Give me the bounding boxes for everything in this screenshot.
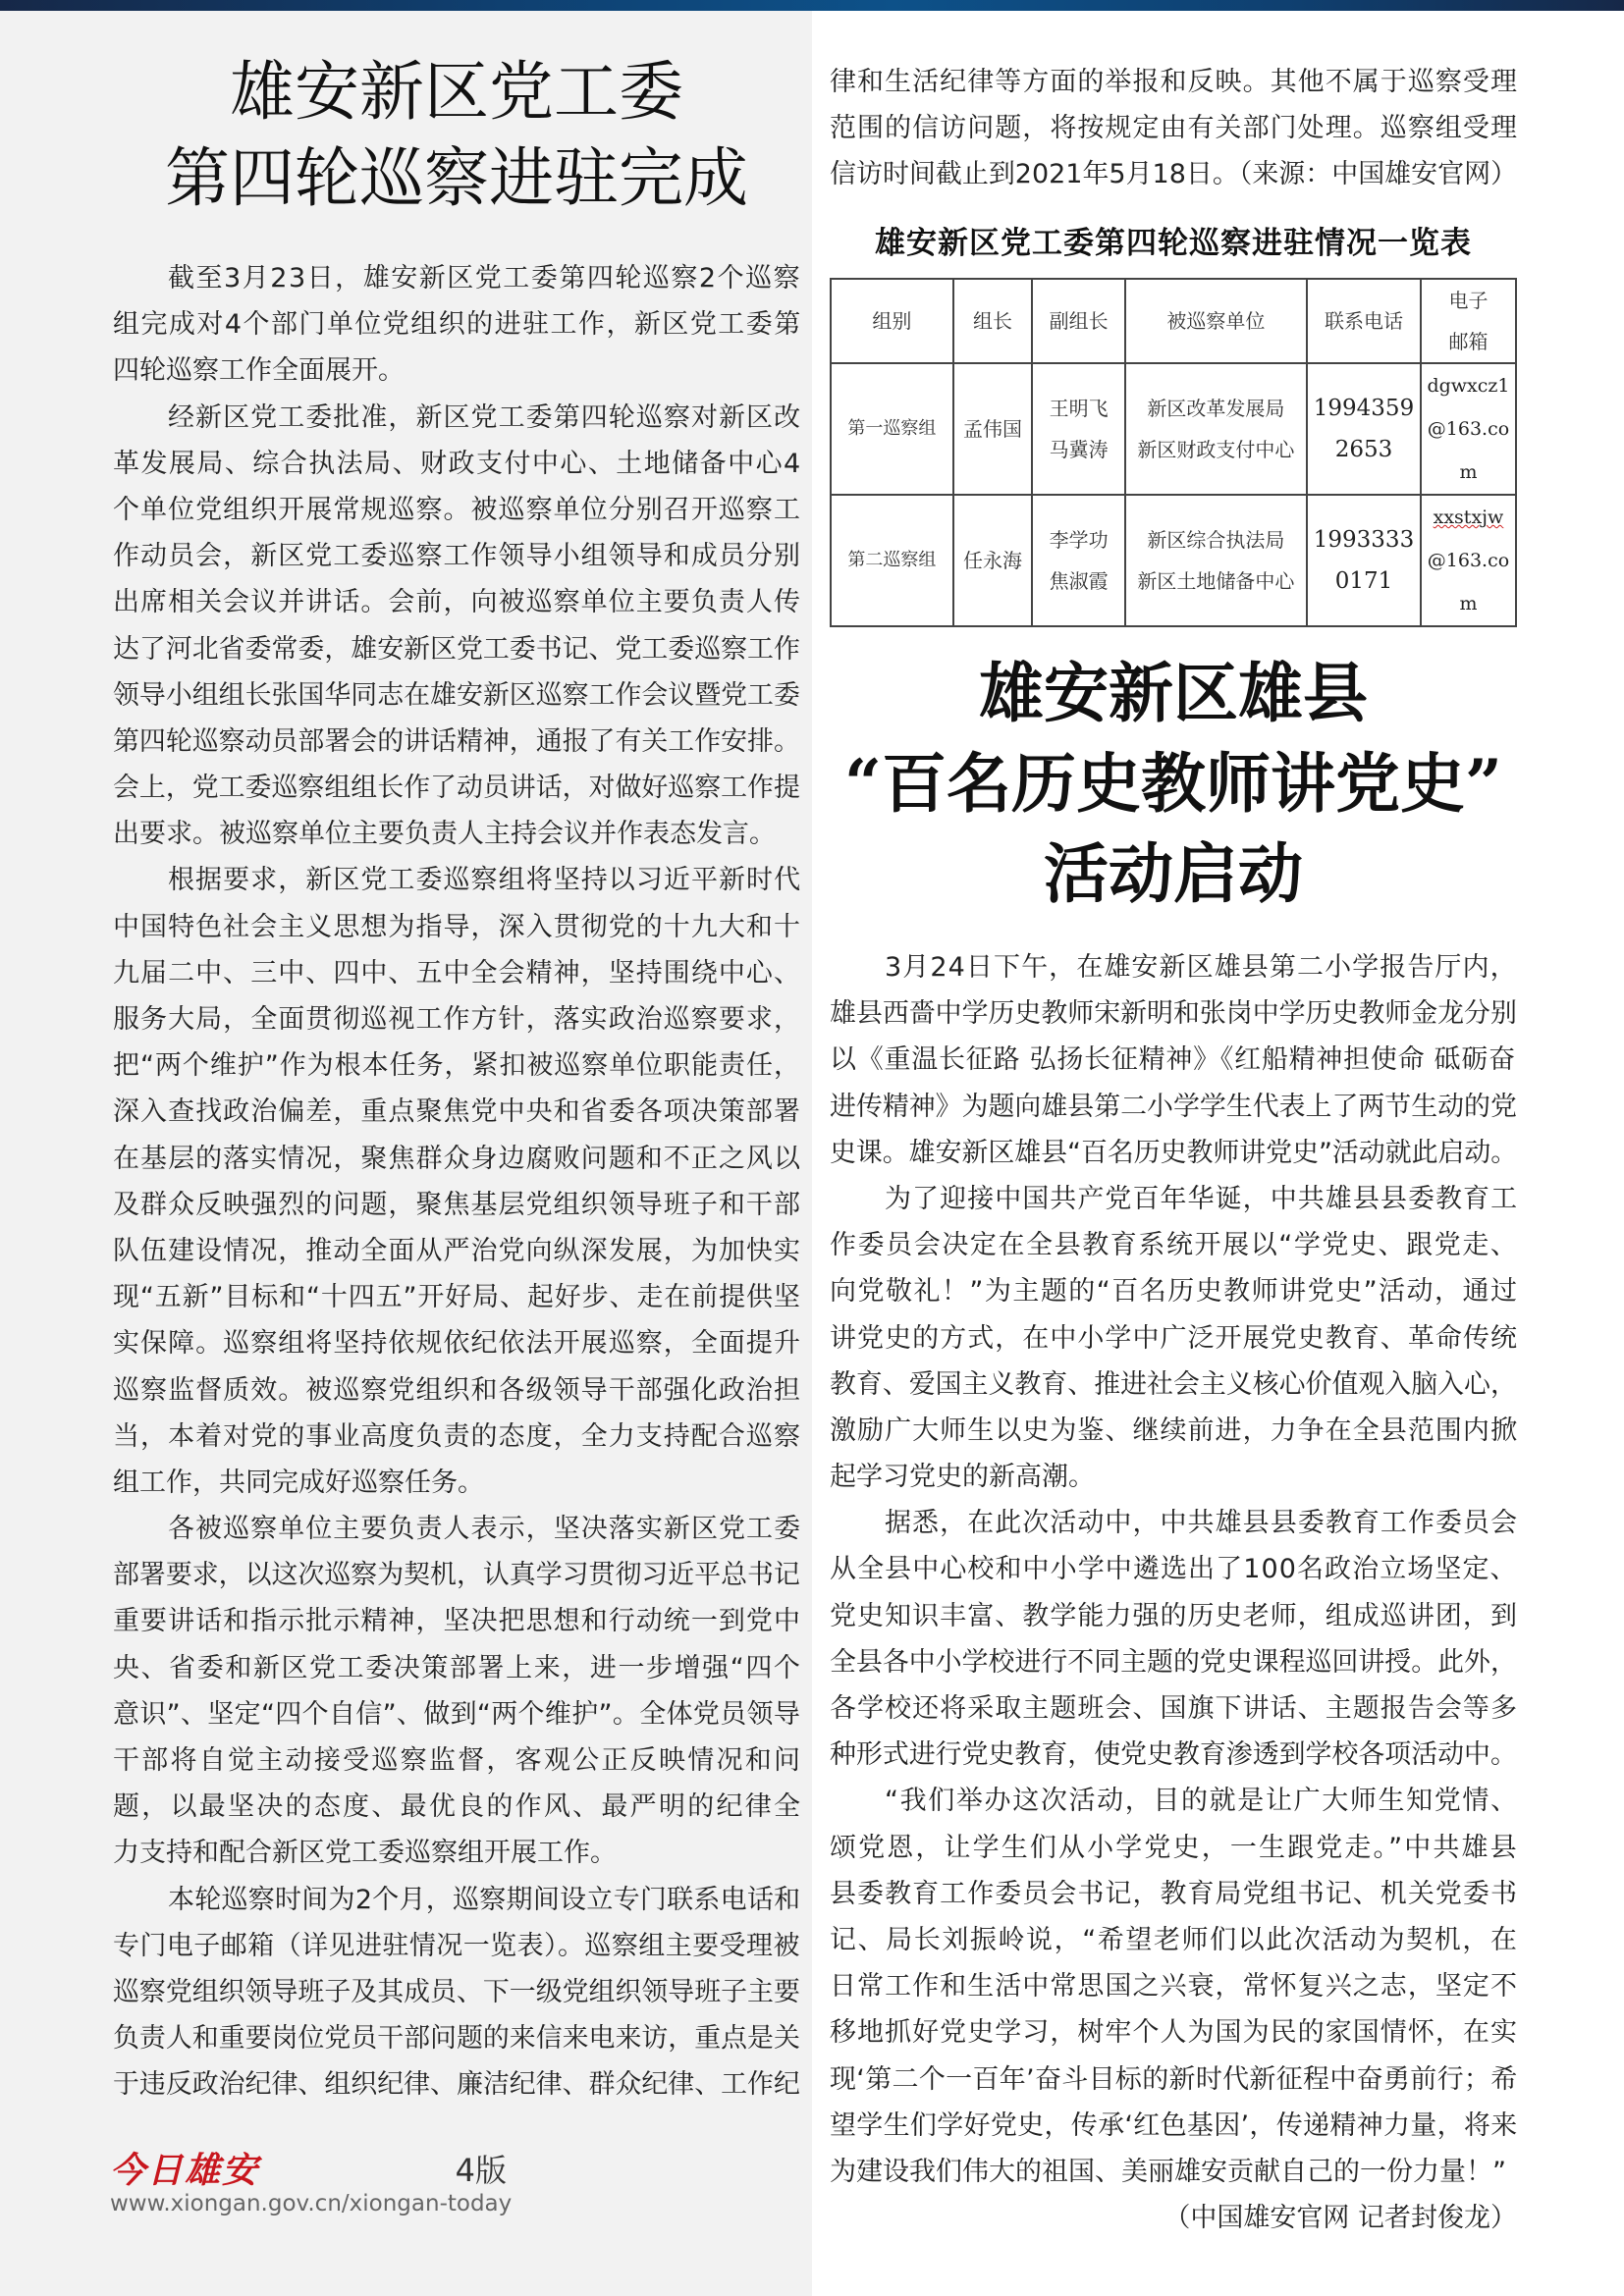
- body-line: 深入查找政治偏差，重点聚焦党中央和省委各项决策部署: [113, 1096, 801, 1128]
- article1-title-line: 雄安新区党工委: [230, 54, 683, 130]
- article2-body: [830, 944, 1517, 2241]
- header-email-line: 电子: [1448, 289, 1489, 312]
- email-part: @163.co: [1427, 418, 1510, 440]
- email-part: xxstxjw: [1433, 507, 1504, 528]
- cell-deputies: [1032, 495, 1124, 626]
- paragraph: [113, 395, 800, 858]
- deputy-name: 王明飞: [1049, 397, 1109, 420]
- body-line: 讲党史的方式，在中小学中广泛开展党史教育、革命传统: [830, 1322, 1518, 1354]
- body-line: 本轮巡察时间为2个月，巡察期间设立专门联系电话和: [168, 1884, 801, 1915]
- body-line: 为了迎接中国共产党百年华诞，中共雄县县委教育工: [885, 1183, 1519, 1214]
- article2-title-line: 活动启动: [1044, 835, 1303, 912]
- body-line: 现“五新”目标和“十四五”开好局、起好步、走在前提供坚: [113, 1282, 801, 1313]
- body-line: 激励广大师生以史为鉴、继续前进，力争在全县范围内掀: [830, 1415, 1518, 1446]
- body-line: 干部将自觉主动接受巡察监督，客观公正反映情况和问: [113, 1745, 803, 1776]
- paragraph: [830, 944, 1517, 1176]
- article1-body: [113, 255, 803, 2109]
- paragraph: [830, 1176, 1517, 1500]
- article2-title: [830, 648, 1517, 919]
- cell-group: 第一巡察组: [831, 363, 953, 495]
- paragraph: [113, 1506, 803, 1877]
- header-email: [1421, 279, 1516, 363]
- body-line: 3月24日下午，在雄安新区雄县第二小学报告厅内，: [885, 952, 1518, 983]
- body-line: 当，本着对党的事业高度负责的态度，全力支持配合巡察: [113, 1420, 801, 1452]
- body-line: 出席相关会议并讲话。会前，向被巡察单位主要负责人传: [113, 587, 801, 618]
- body-line: 央、省委和新区党工委决策部署上来，进一步增强“四个: [113, 1652, 802, 1683]
- body-line: 巡察监督质效。被巡察党组织和各级领导干部强化政治担: [113, 1374, 801, 1406]
- body-line: 四轮巡察工作全面展开。: [113, 355, 405, 387]
- body-line: 重要讲话和指示批示精神，坚决把思想和行动统一到党中: [113, 1606, 801, 1637]
- body-line: 负责人和重要岗位党员干部问题的来信来电来访，重点是关: [113, 2023, 800, 2055]
- body-line: 起学习党史的新高潮。: [830, 1462, 1095, 1493]
- body-line: 从全县中心校和中小学中遴选出了100名政治立场坚定、: [830, 1554, 1518, 1585]
- body-line: 党史知识丰富、教学能力强的历史老师，组成巡讲团，到: [830, 1600, 1518, 1631]
- body-line: 日常工作和生活中常思国之兴衰，常怀复兴之志，坚定不: [830, 1971, 1518, 2002]
- cell-group: 第二巡察组: [831, 495, 953, 626]
- body-line: 雄县西嗇中学历史教师宋新明和张岗中学历史教师金龙分别: [830, 998, 1517, 1030]
- header-unit: 被巡察单位: [1125, 279, 1307, 363]
- cell-leader: 孟伟国: [953, 363, 1033, 495]
- body-line: 全县各中小学校进行不同主题的党史课程巡回讲授。此外，: [830, 1646, 1517, 1678]
- body-line: 把“两个维护”作为根本任务，紧扣被巡察单位职能责任，: [113, 1050, 801, 1082]
- body-line: 在基层的落实情况，聚焦群众身边腐败问题和不正之风以: [113, 1143, 801, 1174]
- header-email-line: 邮箱: [1448, 330, 1489, 353]
- paragraph: [113, 255, 800, 395]
- phone-part: 1993333: [1313, 527, 1415, 553]
- body-line: 为建设我们伟大的祖国、美丽雄安贡献自己的一份力量！”: [830, 2156, 1506, 2187]
- body-line: 各学校还将采取主题班会、国旗下讲话、主题报告会等多: [830, 1693, 1518, 1724]
- table-title: 雄安新区党工委第四轮巡察进驻情况一览表: [875, 226, 1472, 261]
- body-line: 意识”、坚定“四个自信”、做到“两个维护”。全体党员领导: [113, 1698, 801, 1730]
- body-line: 截至3月23日，雄安新区党工委第四轮巡察2个巡察: [168, 263, 802, 294]
- cell-phone: [1307, 495, 1421, 626]
- body-line: 进传精神》为题向雄县第二小学学生代表上了两节生动的党: [830, 1091, 1517, 1122]
- body-line: 领导小组组长张国华同志在雄安新区巡察工作会议暨党工委: [113, 679, 800, 711]
- body-line: 部署要求，以这次巡察为契机，认真学习贯彻习近平总书记: [113, 1560, 800, 1591]
- body-line: 个单位党组织开展常规巡察。被巡察单位分别召开巡察工: [113, 494, 801, 525]
- article1-title: [113, 49, 800, 222]
- email-part: m: [1459, 461, 1478, 483]
- body-line: 及群众反映强烈的问题，聚焦基层党组织领导班子和干部: [113, 1189, 801, 1220]
- phone-part: 0171: [1334, 568, 1393, 594]
- cell-deputies: [1032, 363, 1124, 495]
- deputy-name: 马冀涛: [1049, 438, 1109, 461]
- cell-email: [1421, 495, 1516, 626]
- body-line: 会上，党工委巡察组组长作了动员讲话，对做好巡察工作提: [113, 773, 800, 804]
- body-line: 力支持和配合新区党工委巡察组开展工作。: [113, 1838, 617, 1869]
- cell-units: [1125, 363, 1307, 495]
- article2-title-line: “百名历史教师讲党史”: [844, 745, 1502, 822]
- body-line: 望学生们学好党史，传承‘红色基因’，传递精神力量，将来: [830, 2109, 1518, 2141]
- body-line: 种形式进行党史教育，使党史教育渗透到学校各项活动中。: [830, 1739, 1517, 1771]
- cell-units: [1125, 495, 1307, 626]
- table-row: [831, 363, 1516, 495]
- table-header-row: [831, 279, 1516, 363]
- body-line: 组工作，共同完成好巡察任务。: [113, 1467, 484, 1498]
- body-line: 县委教育工作委员会书记，教育局党组书记、机关党委书: [830, 1878, 1518, 1909]
- body-line: 第四轮巡察动员部署会的讲话精神，通报了有关工作安排。: [113, 725, 800, 757]
- phone-part: 1994359: [1313, 396, 1415, 421]
- body-line: 范围的信访问题，将按规定由有关部门处理。巡察组受理: [830, 113, 1518, 144]
- paragraph: [113, 1877, 800, 2109]
- unit-name: 新区综合执法局: [1147, 528, 1285, 552]
- body-line: 记、局长刘振岭说，“希望老师们以此次活动为契机，在: [830, 1924, 1519, 1955]
- body-line: 革发展局、综合执法局、财政支付中心、土地储备中心4: [113, 448, 802, 479]
- header-deputy: 副组长: [1032, 279, 1124, 363]
- paragraph: [830, 1500, 1517, 1778]
- body-line: 九届二中、三中、四中、五中全会精神，坚持围绕中心、: [113, 957, 801, 988]
- paragraph: [830, 1778, 1517, 2195]
- header-group: 组别: [831, 279, 953, 363]
- body-line: 以《重温长征路 弘扬长征精神》《红船精神担使命 砥砺奋: [830, 1044, 1516, 1076]
- body-line: 于违反政治纪律、组织纪律、廉洁纪律、群众纪律、工作纪: [113, 2069, 800, 2101]
- body-line: 教育、爱国主义教育、推进社会主义核心价值观入脑入心，: [830, 1368, 1517, 1400]
- body-line: 队伍建设情况，推动全面从严治党向纵深发展，为加快实: [113, 1235, 801, 1266]
- header-phone: 联系电话: [1307, 279, 1421, 363]
- article1-body-continued: [830, 59, 1517, 198]
- cell-email: [1421, 363, 1516, 495]
- body-line: 出要求。被巡察单位主要负责人主持会议并作表态发言。: [113, 819, 776, 850]
- edition-number: 4版: [455, 2152, 507, 2189]
- body-line: 根据要求，新区党工委巡察组将坚持以习近平新时代: [168, 865, 802, 896]
- body-line: 题，以最坚决的态度、最优良的作风、最严明的纪律全: [113, 1791, 803, 1823]
- body-line: 作委员会决定在全县教育系统开展以“学党史、跟党走、: [830, 1230, 1519, 1261]
- article-byline: （中国雄安官网 记者封俊龙）: [1164, 2203, 1517, 2234]
- top-header-bar: [0, 0, 1624, 11]
- body-line: 向党敬礼！”为主题的“百名历史教师讲党史”活动，通过: [830, 1276, 1519, 1308]
- body-line: 组完成对4个部门单位党组织的进驻工作，新区党工委第: [113, 309, 802, 341]
- body-line: 颂党恩，让学生们从小学党史，一生跟党走。”中共雄县: [830, 1832, 1519, 1863]
- article1-title-line: 第四轮巡察进驻完成: [165, 140, 748, 216]
- body-line: 律和生活纪律等方面的举报和反映。其他不属于巡察受理: [830, 67, 1518, 97]
- body-line: 中国特色社会主义思想为指导，深入贯彻党的十九大和十: [113, 911, 801, 942]
- body-line: 实保障。巡察组将坚持依规依纪依法开展巡察，全面提升: [113, 1328, 801, 1360]
- body-line: “我们举办这次活动，目的就是让广大师生知党情、: [885, 1786, 1519, 1817]
- newspaper-logo: 今日雄安: [110, 2150, 260, 2191]
- deputy-name: 焦淑霞: [1049, 569, 1109, 593]
- paragraph: [113, 857, 800, 1506]
- body-line: 信访时间截止到2021年5月18日。（来源：中国雄安官网）: [830, 159, 1518, 190]
- body-line: 作动员会，新区党工委巡察工作领导小组领导和成员分别: [113, 541, 801, 572]
- email-part: dgwxcz1: [1427, 375, 1510, 397]
- body-line: 移地抓好党史学习，树牢个人为国为民的家国情怀，在实: [830, 2017, 1518, 2049]
- body-line: 达了河北省委常委，雄安新区党工委书记、党工委巡察工作: [113, 633, 800, 665]
- article2-title-line: 雄安新区雄县: [979, 655, 1368, 731]
- email-part: m: [1459, 593, 1478, 614]
- table-row: [831, 495, 1516, 626]
- unit-name: 新区改革发展局: [1147, 397, 1285, 420]
- body-line: 据悉，在此次活动中，中共雄县县委教育工作委员会: [885, 1508, 1519, 1539]
- body-line: 经新区党工委批准，新区党工委第四轮巡察对新区改: [168, 401, 802, 433]
- unit-name: 新区财政支付中心: [1137, 438, 1295, 461]
- email-part: @163.co: [1427, 550, 1510, 571]
- cell-leader: 任永海: [953, 495, 1033, 626]
- body-line: 各被巡察单位主要负责人表示，坚决落实新区党工委: [168, 1514, 802, 1545]
- body-line: 巡察党组织领导班子及其成员、下一级党组织领导班子主要: [113, 1976, 800, 2007]
- body-line: 专门电子邮箱（详见进驻情况一览表）。巡察组主要受理被: [113, 1930, 800, 1961]
- body-line: 服务大局，全面贯彻巡视工作方针，落实政治巡察要求，: [113, 1004, 801, 1035]
- cell-phone: [1307, 363, 1421, 495]
- header-leader: 组长: [953, 279, 1033, 363]
- phone-part: 2653: [1334, 437, 1393, 462]
- body-line: 现‘第二个一百年’奋斗目标的新时代新征程中奋勇前行；希: [830, 2063, 1518, 2095]
- unit-name: 新区土地储备中心: [1137, 569, 1295, 593]
- deputy-name: 李学功: [1049, 528, 1109, 552]
- body-line: 史课。雄安新区雄县“百名历史教师讲党史”活动就此启动。: [830, 1137, 1518, 1168]
- inspection-table: [830, 278, 1517, 627]
- footer-url-link[interactable]: www.xiongan.gov.cn/xiongan-today: [110, 2191, 513, 2216]
